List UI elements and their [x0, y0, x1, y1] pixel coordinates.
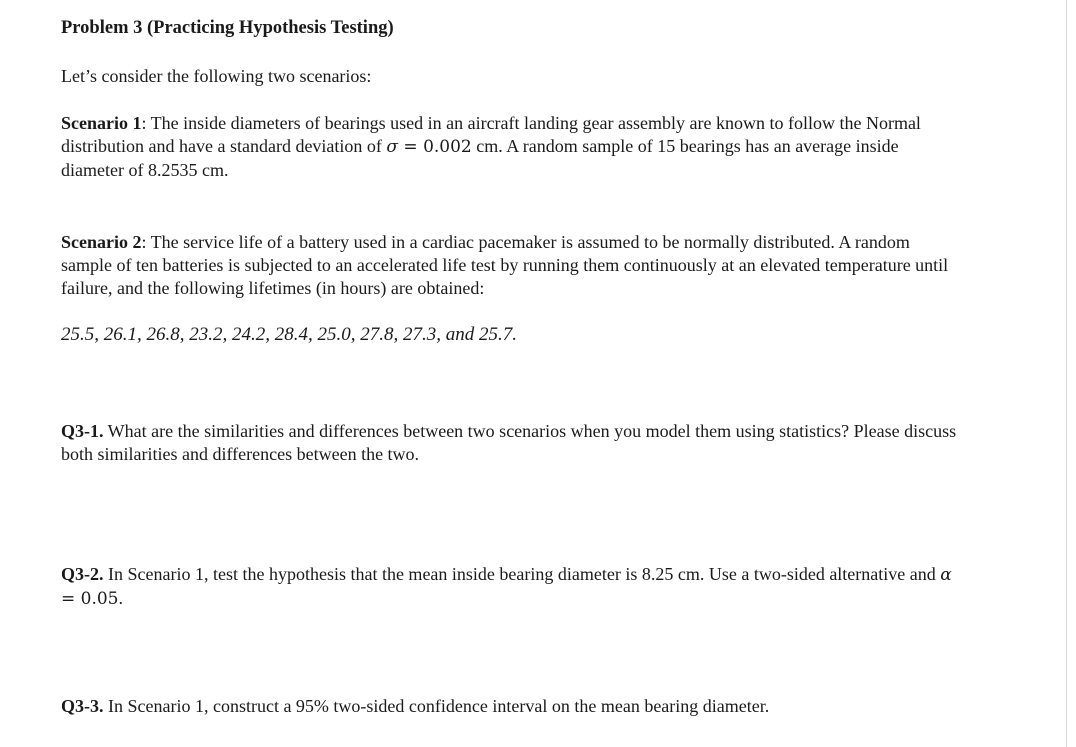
- problem-title: Problem 3 (Practicing Hypothesis Testing): [61, 18, 394, 38]
- question-3-3-label: Q3-3.: [61, 696, 104, 716]
- question-3-1-text: What are the similarities and differences between two scenarios when you model them using statistics? Please discuss both similarities and differences between the two.: [61, 421, 957, 464]
- scenario-1-paragraph: [61, 112, 961, 182]
- scenario-1-text-b: cm. A random sample of 15 bearings has an average inside diameter of 8.2535 cm.: [61, 136, 899, 180]
- question-3-2-text-b: .: [118, 588, 123, 608]
- intro-text: Let’s consider the following two scenarios:: [61, 66, 372, 86]
- question-3-2-text-a: In Scenario 1, test the hypothesis that the mean inside bearing diameter is 8.25 cm. Use a two-sided alternative and: [103, 564, 941, 584]
- sigma-symbol: σ: [386, 137, 399, 157]
- question-3-2-label: Q3-2.: [61, 564, 104, 584]
- sigma-value: = 0.002: [398, 137, 472, 157]
- question-3-2: [61, 563, 961, 611]
- scenario-2-paragraph: [61, 231, 961, 300]
- battery-lifetimes-data: 25.5, 26.1, 26.8, 23.2, 24.2, 28.4, 25.0, 27.8, 27.3, and 25.7.: [61, 324, 517, 345]
- question-3-3-text: In Scenario 1, construct a 95% two-sided confidence interval on the mean bearing diameter.: [103, 696, 770, 716]
- scenario-1-label: Scenario 1: [61, 113, 142, 133]
- question-3-1-label: Q3-1.: [61, 421, 104, 441]
- scenario-2-text: : The service life of a battery used in a cardiac pacemaker is assumed to be normally distributed. A random sample of ten batteries is subjected to an accelerated life test by running them continuously at an elevated temperature until failure, and the following lifetimes (in hours) are obtained:: [61, 232, 949, 298]
- alpha-symbol: α: [940, 565, 952, 585]
- question-3-3: [61, 695, 961, 718]
- alpha-value: = 0.05: [61, 589, 119, 609]
- question-3-1: [61, 420, 961, 466]
- page-edge-divider: [1066, 0, 1076, 747]
- scenario-1-text-a: : The inside diameters of bearings used in an aircraft landing gear assembly are known to follow the Normal distribution and have a standard deviation of: [61, 113, 921, 156]
- scenario-2-label: Scenario 2: [61, 232, 142, 252]
